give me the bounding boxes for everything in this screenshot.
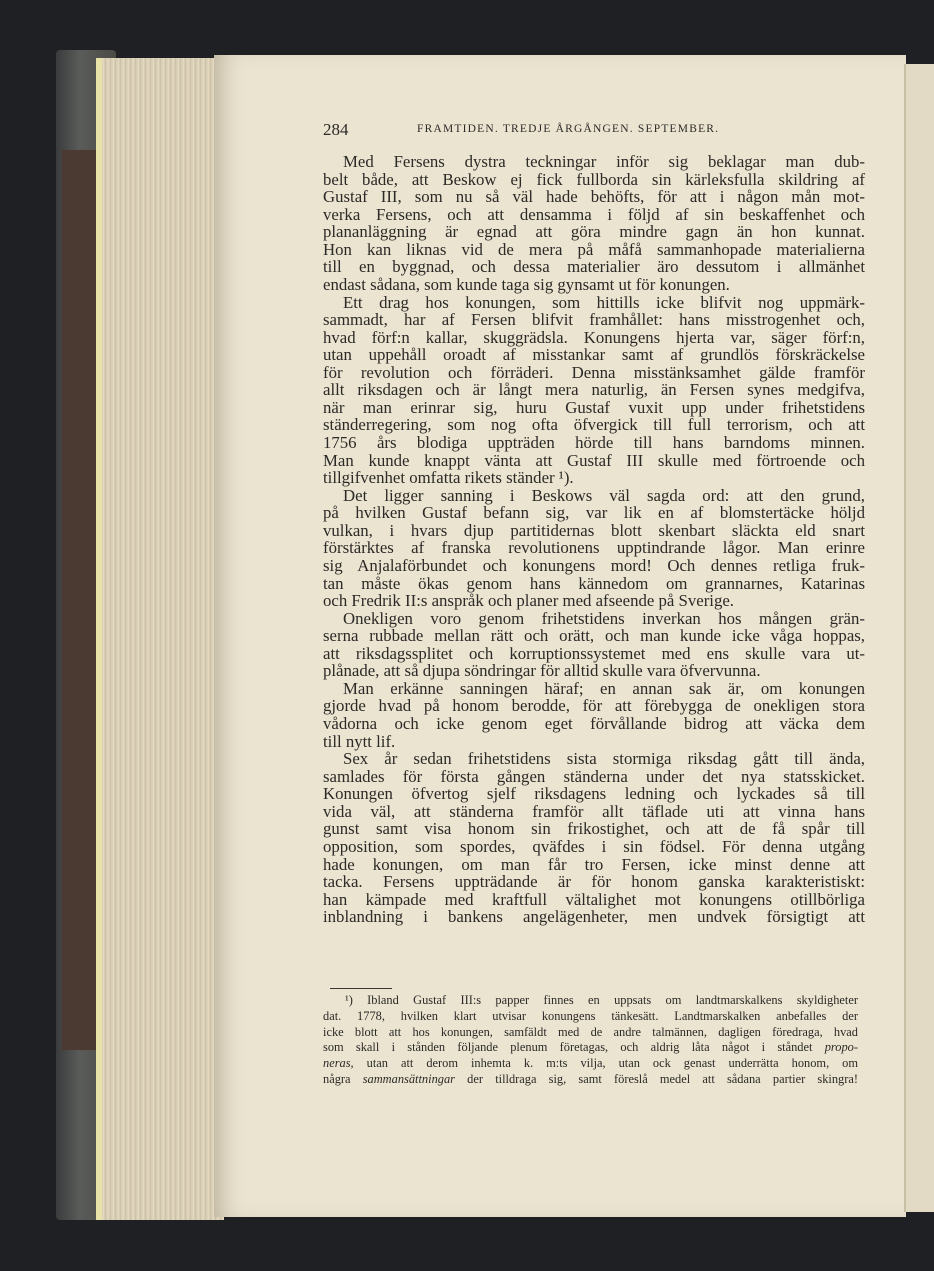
text-line: tan måste ökas genom hans kännedom om grannarnes, Katarinas — [323, 573, 865, 593]
footnote-line — [323, 1025, 858, 1041]
text-line: Med Fersens dystra teckningar inför sig beklagar man dub- — [343, 152, 865, 171]
text-line: han kämpade med kraftfull vältalighet mot konungens otillbörliga — [323, 889, 865, 909]
text-line: utan uppehåll oroadt af misstankar samt af grundlös förskräckelse — [323, 345, 865, 365]
paragraph — [323, 294, 865, 487]
text-line: Hon kan liknas vid de mera på måfå sammanhopade materialierna — [323, 239, 865, 259]
text-line: Gustaf III, som nu så väl hade behöfts, för att i någon mån mot- — [323, 187, 865, 207]
italic-text: neras, — [323, 1056, 354, 1071]
text-line: endast sådana, som kunde taga sig gynsamt ut för konungen. — [323, 274, 730, 294]
footnote-line — [323, 1056, 858, 1072]
footnote-text: som skall i stånden följande plenum företagas, och aldrig låta något i ståndet — [323, 1040, 825, 1055]
text-line: plånade, att så djupa söndringar för alltid skulle vara öfvervunna. — [323, 661, 761, 681]
text-line: tacka. Fersens uppträdande är för honom ganska karakteristiskt: — [323, 872, 865, 892]
footnote-text: ¹) Ibland Gustaf III:s papper finnes en uppsats om landtmarskalkens skyldigheter — [345, 993, 858, 1007]
text-line: Man erkänne sanningen häraf; en annan sak är, om konungen — [343, 678, 865, 698]
footnote-line — [323, 1040, 858, 1056]
text-line: gunst samt visa honom sin frikostighet, och att de få spår till — [323, 819, 865, 839]
text-line: sammadt, har af Fersen blifvit framhållet: hans misstrogenhet och, — [323, 310, 865, 330]
text-line: Ett drag hos konungen, som hittills icke blifvit nog uppmärk- — [343, 292, 865, 312]
body-text — [323, 153, 865, 926]
footnote-rule — [330, 988, 392, 989]
footnote-text: utan att derom inhemta k. m:ts vilja, utan ock genast underrätta honom, om — [353, 1056, 858, 1071]
text-line: när man erinrar sig, huru Gustaf vuxit upp under frihetstidens — [323, 397, 865, 417]
text-line: samlades för första gången ständerna under det nya statsskicket. — [323, 766, 865, 786]
text-line: vida väl, att ständerna framför allt täflade uti att vinna hans — [323, 801, 865, 821]
text-line: förstärktes af franska revolutionens upptindrande lågor. Man erinre — [323, 538, 865, 558]
paragraph — [323, 153, 865, 294]
text-line: allt riksdagen och är långt mera naturlig, än Fersen synes medgifva, — [323, 380, 865, 400]
text-line: serna rubbade mellan rätt och orätt, och man kunde icke våga hoppas, — [323, 626, 865, 646]
text-line: Sex år sedan frihetstidens sista stormiga riksdag gått till ända, — [343, 749, 865, 769]
footnote-text: dat. 1778, hvilken klart utvisar konungens tänkesätt. Landtmarskalken anbefalles der — [323, 1008, 858, 1023]
text-line: vådorna och icke genom eget förvållande bidrog att väcka dem — [323, 714, 865, 733]
footnote-line — [323, 993, 858, 1009]
italic-text: sammansättningar — [362, 1071, 455, 1086]
paragraph — [323, 750, 865, 926]
facing-page-edge — [904, 64, 934, 1212]
text-line: 1756 års blodiga uppträden hörde till hans barndoms minnen. — [323, 433, 865, 452]
text-line: för revolution och förräderi. Denna misstänksamhet gälde framför — [323, 362, 865, 382]
text-line: Konungen öfvertog sjelf riksdagens ledning och lyckades så till — [323, 784, 865, 804]
text-line: hvad förf:n kallar, skuggrädsla. Konungens hjerta var, säger förf:n, — [323, 327, 865, 347]
paragraph — [323, 610, 865, 680]
text-line: tillgifvenhet omfatta rikets ständer ¹). — [323, 468, 574, 488]
text-line: till nytt lif. — [323, 731, 396, 751]
footnote-line — [323, 1072, 858, 1088]
footnote — [323, 993, 858, 1088]
paragraph — [323, 680, 865, 750]
text-line: sig Anjalaförbundet och konungens mord! Och dennes retliga fruk- — [323, 555, 865, 575]
footnote-text: der tilldraga sig, samt föreslå medel att sådana partier skingra! — [454, 1071, 858, 1086]
text-line: Onekligen voro genom frihetstidens inverkan hos mången grän- — [343, 608, 865, 628]
text-line: till en byggnad, och dessa materialier äro dessutom i allmänhet — [323, 257, 865, 277]
text-line: Man kunde knappt vänta att Gustaf III skulle med förtroende och — [323, 450, 865, 470]
text-line: inblandning i bankens angelägenheter, men undvek försigtigt att — [323, 907, 865, 927]
footnote-text: icke blott att hos konungen, samfäldt med de andre talmännen, dagligen föredraga, hvad — [323, 1024, 858, 1039]
text-line: opposition, som spordes, qväfdes i sin födsel. För denna utgång — [323, 836, 865, 856]
text-line: hade konungen, om man får tro Fersen, icke minst denne att — [323, 854, 865, 874]
italic-text: propo- — [824, 1040, 858, 1055]
paragraph — [323, 487, 865, 610]
text-line: gjorde hvad på honom berodde, för att förebygga de onekligen stora — [323, 696, 865, 716]
running-head: FRAMTIDEN. TREDJE ÅRGÅNGEN. SEPTEMBER. — [417, 123, 720, 135]
text-line: plananläggning är egnad att göra mindre gagn än hon kunnat. — [323, 222, 865, 242]
text-line: verka Fersens, och att densamma i följd af sin beskaffenhet och — [323, 204, 865, 224]
text-line: vulkan, i hvars djup partitidernas blott skenbart släckta eld snart — [323, 520, 865, 540]
text-line: belt både, att Beskow ej fick fullborda sin kärleksfulla skildring af — [323, 169, 865, 189]
footnote-line — [323, 1009, 858, 1025]
text-line: på hvilken Gustaf befann sig, var lik en af blomstertäcke höljd — [323, 503, 865, 523]
page-number: 284 — [323, 120, 349, 139]
text-line: Det ligger sanning i Beskows väl sagda ord: att den grund, — [343, 485, 865, 505]
page-header — [323, 120, 865, 140]
footnote-text: några — [323, 1071, 363, 1086]
text-line: att riksdagssplitet och korruptionssystemet med ens skulle vara ut- — [323, 643, 865, 663]
text-line: och Fredrik II:s anspråk och planer med afseende på Sverige. — [323, 591, 734, 611]
book-spine-binding — [62, 150, 98, 1050]
page-edges — [96, 58, 224, 1220]
text-line: ständerregering, som nog ofta öfvergick till full terrorism, och att — [323, 415, 865, 435]
